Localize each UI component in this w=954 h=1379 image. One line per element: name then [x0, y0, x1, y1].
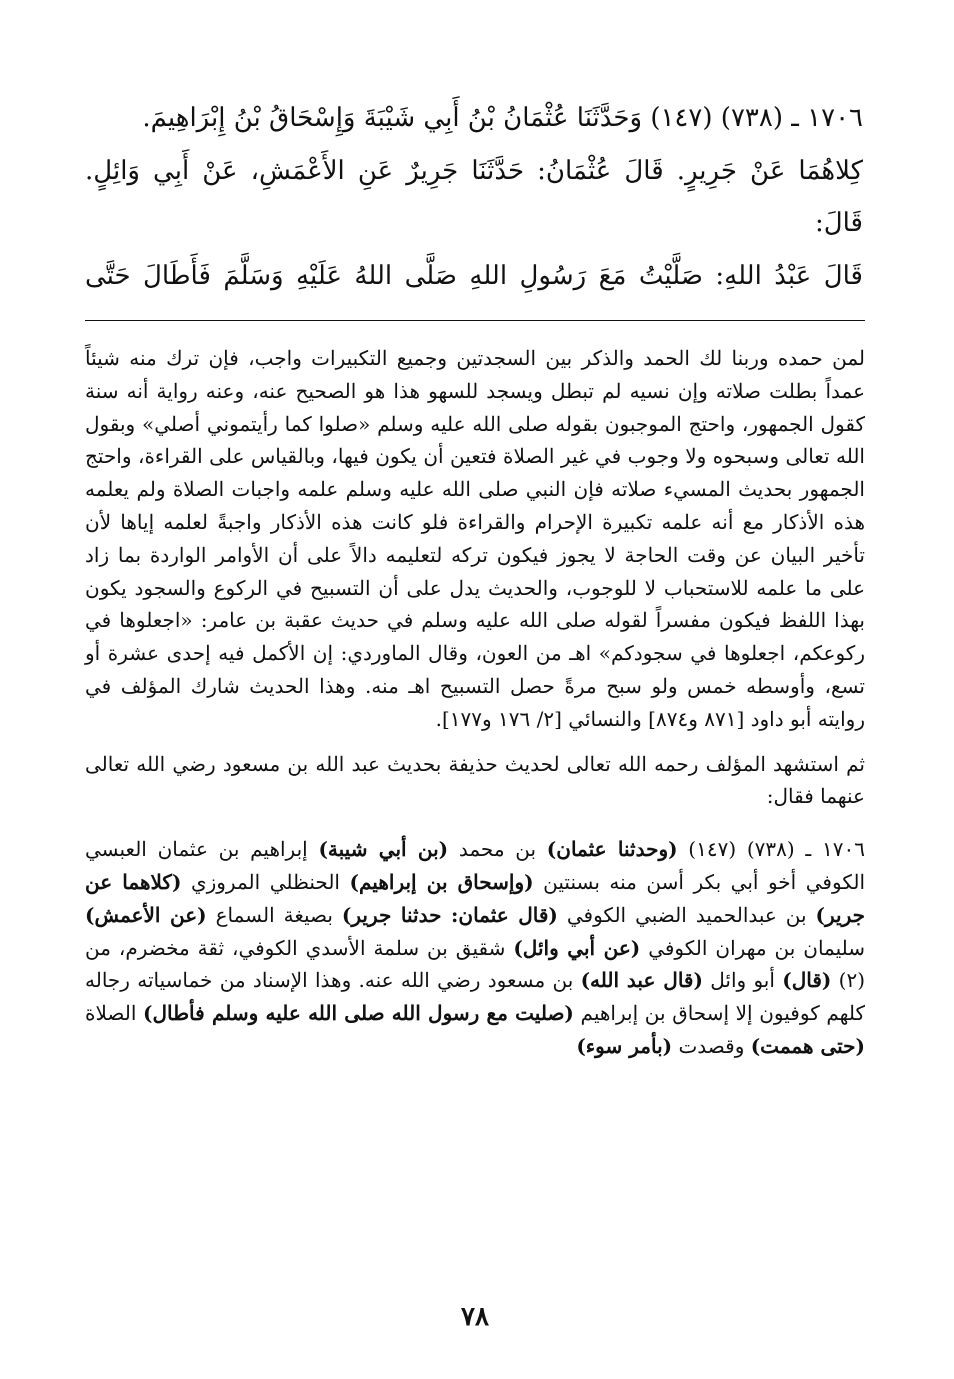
page-number: ٧٨: [461, 1302, 489, 1332]
explanation-text: بن مسعود رضي الله عنه. وهذا الإسناد من خماسياته رجاله كلهم كوفيون إلا إسحاق بن إبراهيم: [85, 968, 866, 1026]
footnote-divider: [85, 320, 865, 321]
quoted-text: (قال): [782, 968, 832, 993]
commentary-paragraph: ثم استشهد المؤلف رحمه الله تعالى لحديث حذيفة بحديث عبد الله بن مسعود رضي الله تعالى عنهما فقال:: [85, 751, 865, 809]
quoted-text: (وحدثنا عثمان): [546, 837, 678, 862]
explanation-text: الصلاة: [85, 1001, 137, 1026]
quoted-text: (قال عثمان: حدثنا جرير): [341, 902, 558, 927]
book-page: [85, 92, 866, 1332]
explanation-text: الحنظلي المروزي: [190, 869, 340, 894]
quoted-text: (حتى هممت): [750, 1033, 865, 1058]
explanation-text: بصيغة السماع: [215, 902, 333, 927]
quoted-text: (عن أبي وائل): [513, 935, 641, 960]
explanation-text: أبو وائل: [710, 968, 775, 993]
commentary-paragraph: لمن حمده وربنا لك الحمد والذكر بين السجدتين وجميع التكبيرات واجب، فإن ترك منه شيئاً عمداً بطلت صلاته وإن نسيه لم تبطل ويسجد للسهو هذا هو الصحيح عنه، وعنه رواية أنه سنة كقول الجمهور، واحتج الموجبون بقوله صلى الله عليه وسلم «صلوا كما رأيتموني أصلي» وبقول الله تعالى وسبحوه ولا وجوب في غير الصلاة فتعين أن يكون فيها، وبالقياس على القراءة، واحتج الجمهور بحديث المسيء صلاته فإن النبي صلى الله عليه وسلم علمه واجبات الصلاة ولم يعلمه هذه الأذكار مع أنه علمه تكبيرة الإحرام والقراءة فلو كانت هذه الأذكار واجبةً لعلمه إياها لأن تأخير البيان عن وقت الحاجة لا يجوز فيكون تركه لتعليمه دالاً على أن الأوامر الواردة بما زاد على ما علمه للاستحباب لا للوجوب، والحديث يدل على أن التسبيح في الركوع والسجود يكون بهذا اللفظ فيكون مفسراً لقوله صلى الله عليه وسلم في حديث عقبة بن عامر: «اجعلوها في ركوعكم، اجعلوها في سجودكم» اهـ من العون، وقال الماوردي: إن الأكمل فيه إحدى عشرة أو تسع، وأوسطه خمس ولو سبح مرةً حصل التسبيح اهـ منه. وهذا الحديث شارك المؤلف في روايته أبو داود [٨٧١ و٨٧٤] والنسائي [٢/ ١٧٦ و١٧٧].: [85, 346, 865, 731]
explanation-text: شقيق بن سلمة الأسدي الكوفي، ثقة مخضرم، من (٢): [85, 935, 866, 993]
explanation-text: وقصدت: [678, 1033, 745, 1058]
quoted-text: (قال عبد الله): [580, 968, 703, 993]
quoted-text: (كلاهما عن جرير): [85, 869, 865, 927]
hadith-line: كِلاهُمَا عَنْ جَرِيرٍ. قَالَ عُثْمَانُ: حَدَّثَنَا جَرِيرٌ عَنِ الأَعْمَشِ، عَنْ أَبِي وَائِلٍ. قَالَ:: [85, 155, 863, 238]
hadith-line: ١٧٠٦ ـ (٧٣٨) (١٤٧) وَحَدَّثَنَا عُثْمَانُ بْنُ أَبِي شَيْبَةَ وَإِسْحَاقُ بْنُ إِبْرَاهِيمَ.: [142, 103, 863, 133]
quoted-text: (بن أبي شيبة): [318, 837, 449, 862]
commentary: [85, 342, 865, 1063]
quoted-text: (وإسحاق بن إبراهيم): [349, 869, 534, 894]
quoted-text: (صليت مع رسول الله صلى الله عليه وسلم فأطال): [143, 1001, 574, 1026]
explanation-text: سليمان بن مهران الكوفي: [648, 935, 866, 960]
quoted-text: (بأمر سوء): [576, 1033, 673, 1058]
quoted-text: (عن الأعمش): [85, 902, 207, 927]
hadith-line: قَالَ عَبْدُ اللهِ: صَلَّيْتُ مَعَ رَسُولِ اللهِ صَلَّى اللهُ عَلَيْهِ وَسَلَّمَ فَأَطَالَ حَتَّى: [85, 260, 863, 291]
hadith-text: [85, 92, 863, 302]
explanation-text: إبراهيم بن عثمان العبسي الكوفي أخو أبي بكر أسن منه بسنتين: [85, 837, 866, 894]
explanation-text: بن عبدالحميد الضبي الكوفي: [566, 902, 807, 927]
hadith-number: ١٧٠٦ ـ (٧٣٨) (١٤٧): [688, 837, 865, 862]
isnad-paragraph: [85, 833, 865, 1063]
explanation-text: بن محمد: [458, 837, 537, 862]
